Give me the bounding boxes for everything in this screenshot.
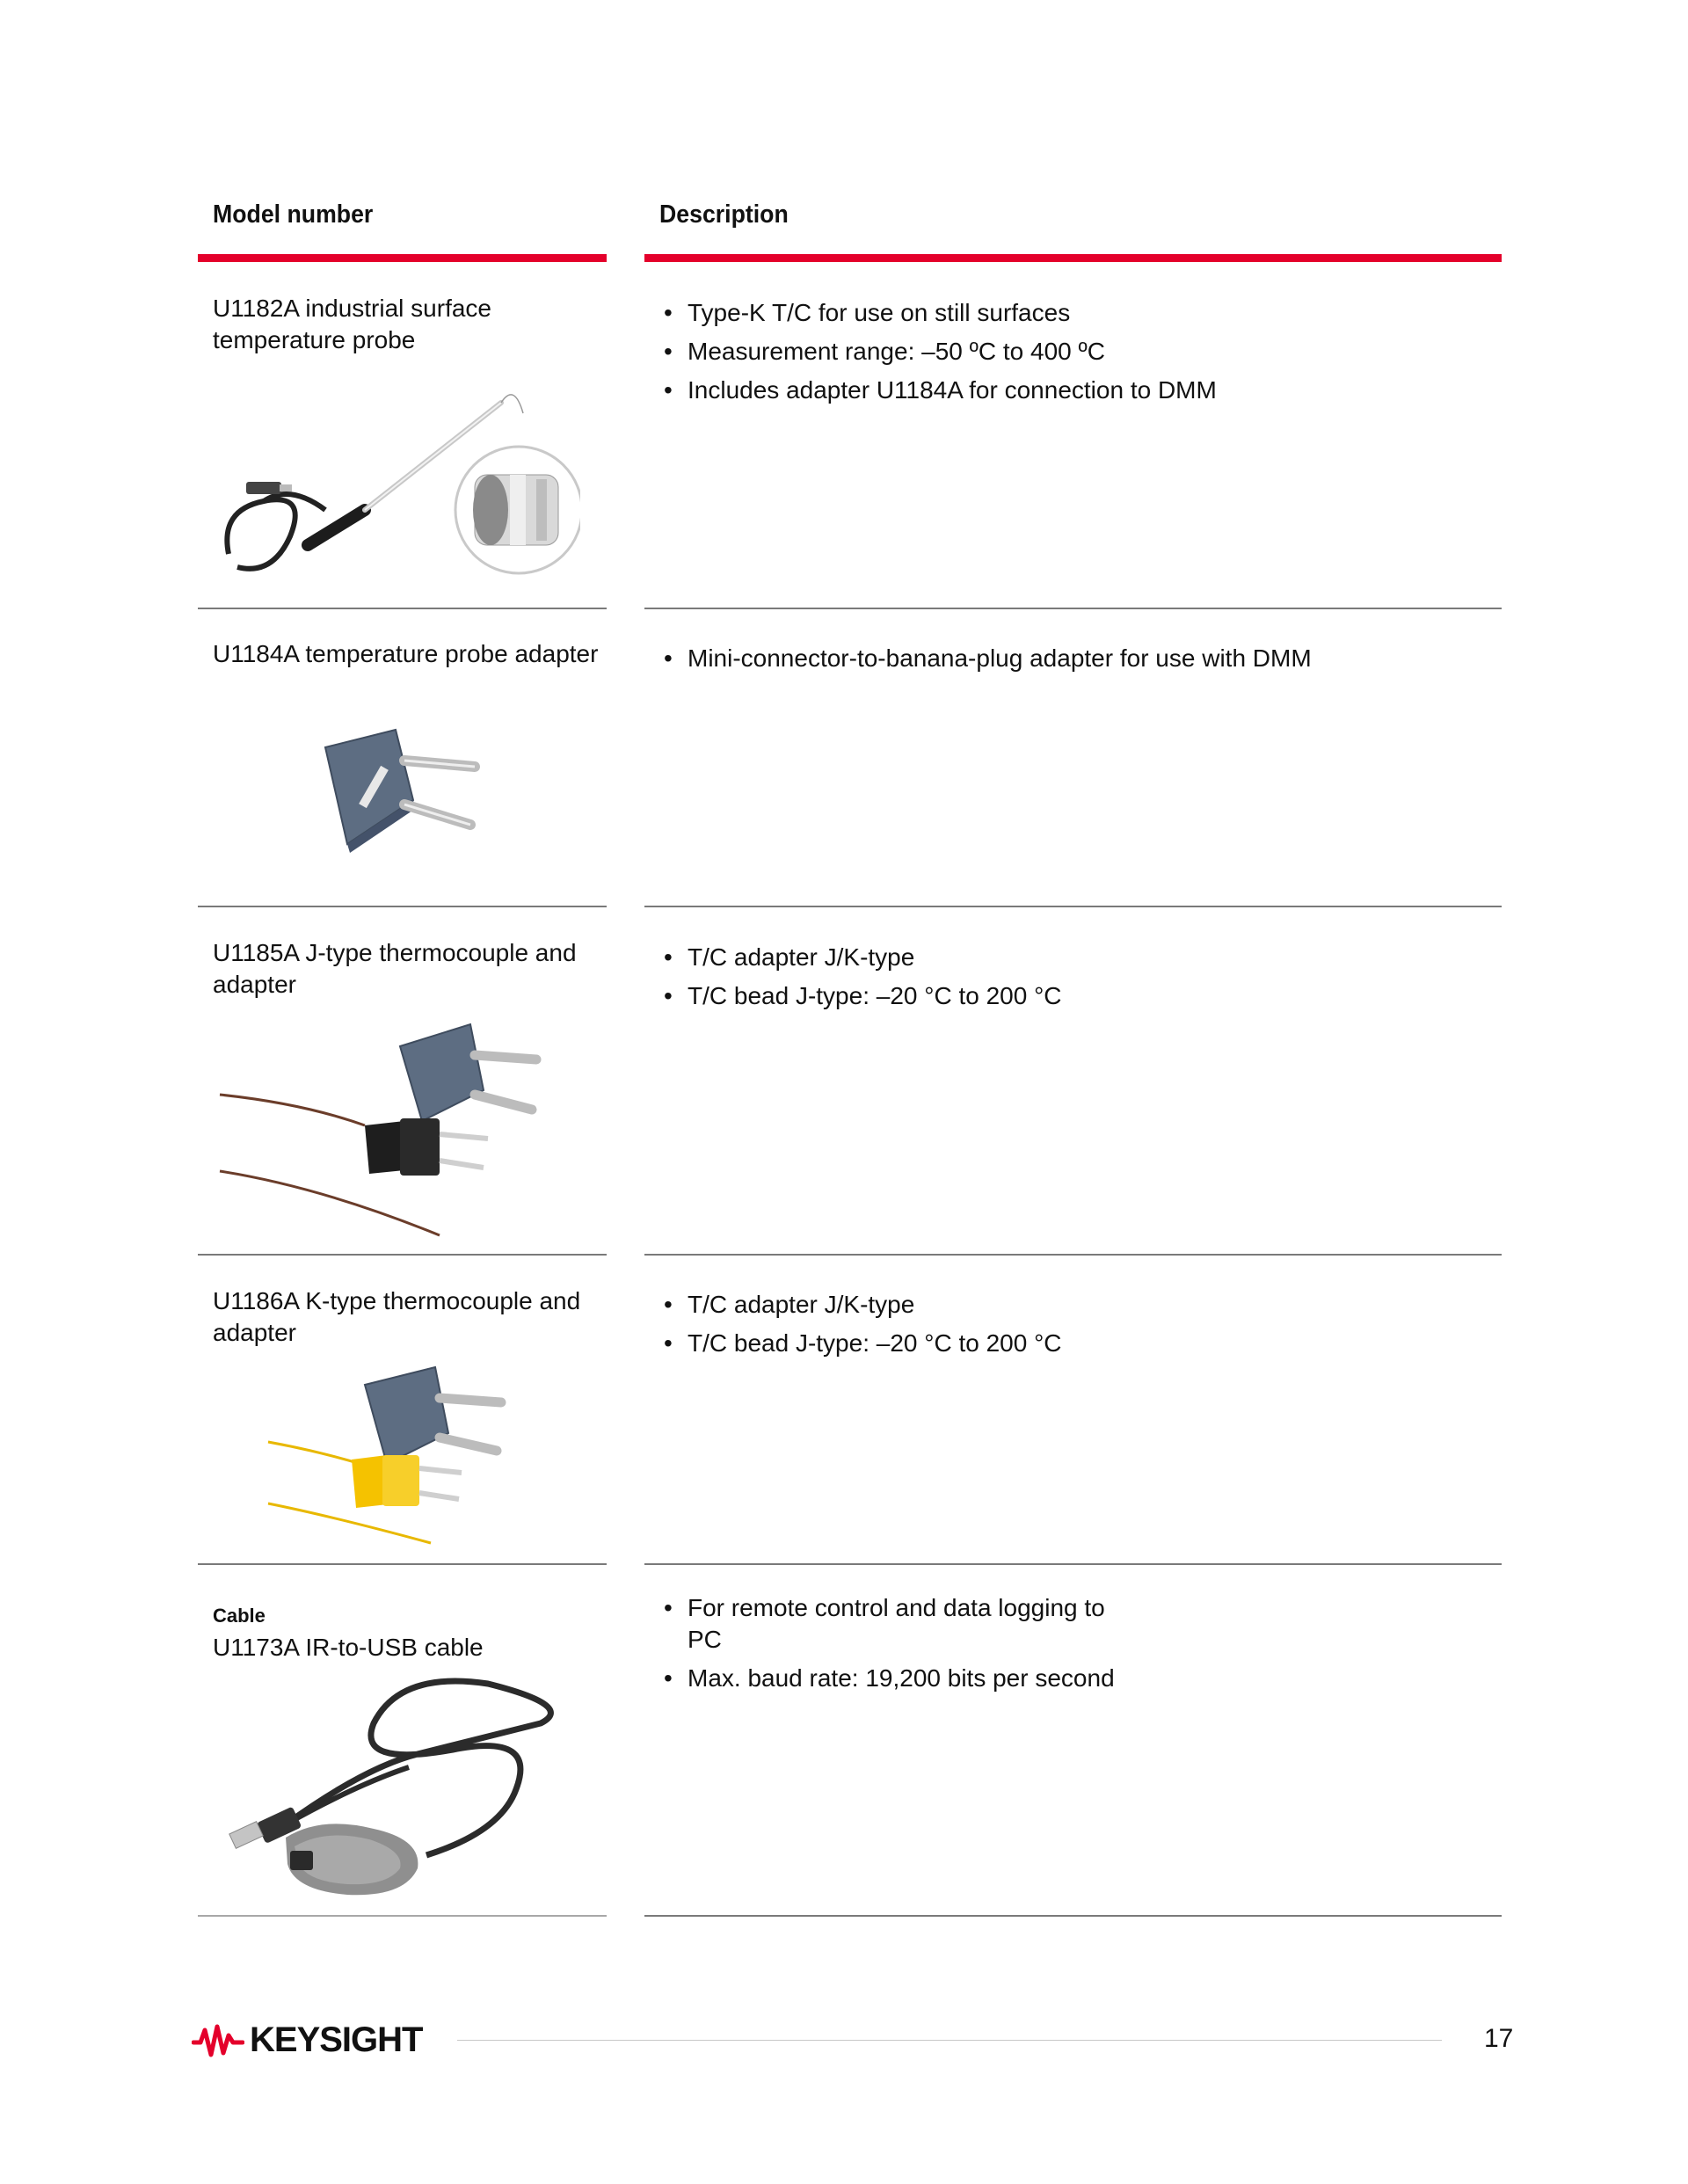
bullet-text: T/C adapter J/K-type bbox=[688, 1291, 915, 1318]
bullet-text: Measurement range: –50 ºC to 400 ºC bbox=[688, 338, 1105, 365]
ir-usb-cable-image bbox=[224, 1671, 567, 1899]
row-divider bbox=[644, 1254, 1502, 1256]
row-divider bbox=[198, 1563, 607, 1565]
column-header-description: Description bbox=[659, 200, 789, 229]
list-item: • Max. baud rate: 19,200 bits per second bbox=[664, 1664, 1115, 1692]
row-divider bbox=[198, 1254, 607, 1256]
row-divider bbox=[198, 608, 607, 609]
row-divider bbox=[644, 1915, 1502, 1917]
list-item: • Mini-connector-to-banana-plug adapter for use with DMM bbox=[664, 644, 1312, 672]
keysight-logo bbox=[192, 2020, 422, 2060]
list-item: • T/C adapter J/K-type bbox=[664, 1291, 915, 1318]
footer-divider bbox=[457, 2040, 1442, 2041]
logo-wordmark: KEYSIGHT bbox=[250, 2020, 423, 2059]
description-list bbox=[648, 643, 1457, 681]
k-type-thermocouple-image bbox=[264, 1363, 545, 1556]
keysight-wave-icon bbox=[192, 2023, 244, 2058]
row-divider bbox=[644, 1563, 1502, 1565]
list-item: • T/C bead J-type: –20 °C to 200 °C bbox=[664, 1329, 1062, 1357]
category-label: Cable bbox=[213, 1605, 266, 1627]
model-name: U1173A IR-to-USB cable bbox=[213, 1634, 484, 1661]
bullet-text: Mini-connector-to-banana-plug adapter for use with DMM bbox=[688, 644, 1312, 672]
description-list bbox=[648, 942, 1457, 1019]
description-list bbox=[648, 1289, 1457, 1366]
list-item: • T/C adapter J/K-type bbox=[664, 943, 915, 971]
list-item: • Measurement range: –50 ºC to 400 ºC bbox=[664, 338, 1105, 365]
model-name: U1186A K-type thermocouple and adapter bbox=[213, 1287, 581, 1346]
bullet-text: For remote control and data logging to PC bbox=[688, 1594, 1105, 1653]
row-divider bbox=[644, 608, 1502, 609]
bullet-text: T/C bead J-type: –20 °C to 200 °C bbox=[688, 1329, 1062, 1357]
bullet-text: Type-K T/C for use on still surfaces bbox=[688, 299, 1071, 326]
bullet-text: Includes adapter U1184A for connection to DMM bbox=[688, 376, 1217, 404]
description-list bbox=[648, 297, 1457, 413]
model-name: U1184A temperature probe adapter bbox=[213, 640, 599, 667]
header-red-rule-left bbox=[198, 254, 607, 262]
bullet-text: Max. baud rate: 19,200 bits per second bbox=[688, 1664, 1115, 1692]
j-type-thermocouple-image bbox=[215, 1011, 585, 1244]
list-item: • For remote control and data logging to PC bbox=[664, 1594, 1105, 1653]
list-item: • Includes adapter U1184A for connection to DMM bbox=[664, 376, 1217, 404]
bullet-text: T/C bead J-type: –20 °C to 200 °C bbox=[688, 982, 1062, 1009]
model-name: U1185A J-type thermocouple and adapter bbox=[213, 939, 577, 998]
description-list bbox=[648, 1592, 1457, 1701]
list-item: • T/C bead J-type: –20 °C to 200 °C bbox=[664, 982, 1062, 1009]
probe-adapter-image bbox=[299, 721, 510, 862]
row-divider bbox=[198, 1915, 607, 1917]
model-name: U1182A industrial surface temperature probe bbox=[213, 295, 491, 353]
surface-temperature-probe-image bbox=[211, 378, 580, 589]
row-divider bbox=[644, 906, 1502, 907]
bullet-text: T/C adapter J/K-type bbox=[688, 943, 915, 971]
page-number: 17 bbox=[1484, 2024, 1514, 2053]
header-red-rule-right bbox=[644, 254, 1502, 262]
list-item: • Type-K T/C for use on still surfaces bbox=[664, 299, 1071, 326]
row-divider bbox=[198, 906, 607, 907]
column-header-model: Model number bbox=[213, 200, 374, 229]
